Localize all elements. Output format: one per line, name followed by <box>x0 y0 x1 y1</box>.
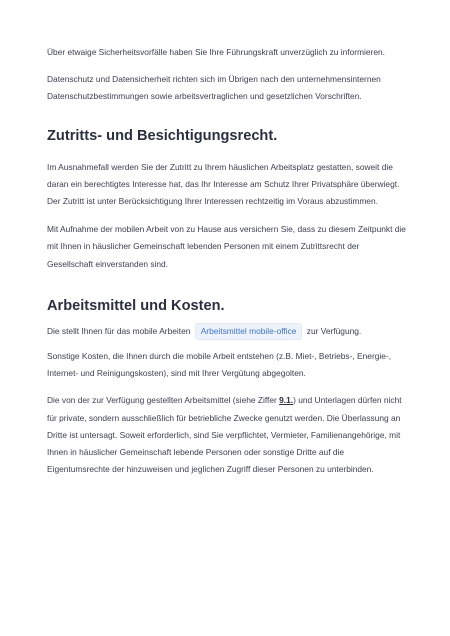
other-costs-paragraph: Sonstige Kosten, die Ihnen durch die mobile Arbeit entstehen (z.B. Miet-, Betriebs-, Energie-, Internet- und Reinigungskosten), sind mit Ihrer Vergütung abgegolten. <box>47 351 392 379</box>
data-protection-paragraph: Datenschutz und Datensicherheit richten sich im Übrigen nach den unternehmensinternen Datenschutzbestimmungen sowie arbeitsvertraglichen und gesetzlichen Vorschriften. <box>47 74 381 102</box>
equipment-provided-paragraph <box>47 323 407 340</box>
equipment-usage-text-rest: ) und Unterlagen dürfen nicht für private, sondern ausschließlich für betriebliche Zwecke genutzt werden. Die Überlassung an Dritte ist untersagt. Soweit erforderlich, sind Sie verpflichtet, Vermieter, Familienangehörige, mit Ihnen in häuslicher Gemeinschaft lebende Personen oder sonstige Dritte auf die Eigentumsrechte der hinzuweisen und jeglichen Zugriff dieser Personen zu unterbinden. <box>47 395 402 475</box>
equipment-usage-text: Die von der zur Verfügung gestellten Arbeitsmittel (siehe Ziffer <box>47 395 277 406</box>
equipment-costs-heading: Arbeitsmittel und Kosten. <box>47 297 225 314</box>
equipment-provided-text: Die stellt Ihnen für das mobile Arbeiten <box>47 325 191 336</box>
equipment-provided-text-end: zur Verfügung. <box>306 325 362 336</box>
access-rights-heading: Zutritts- und Besichtigungsrecht. <box>47 127 278 144</box>
access-consent-paragraph: Mit Aufnahme der mobilen Arbeit von zu Hause aus versichern Sie, dass zu diesem Zeitpunkt die mit Ihnen in häuslicher Gemeinschaft lebenden Personen mit einem Zutrittsrecht der Gesellschaft einverstanden sind. <box>47 224 406 269</box>
security-incident-paragraph: Über etwaige Sicherheitsvorfälle haben Sie Ihre Führungskraft unverzüglich zu informieren. <box>47 47 385 57</box>
equipment-mobile-office-tag[interactable]: Arbeitsmittel mobile-office <box>195 323 303 340</box>
access-exception-paragraph: Im Ausnahmefall werden Sie der Zutritt zu Ihrem häuslichen Arbeitsplatz gestatten, soweit die daran ein berechtigtes Interesse hat, das Ihr Interesse am Schutz Ihrer Privatsphäre überwiegt. Der Zutritt ist unter Berücksichtigung Ihrer Interessen rechtzeitig im Voraus abzustimmen. <box>47 161 400 207</box>
equipment-usage-paragraph <box>47 392 407 478</box>
section-reference-link[interactable]: 9.1. <box>279 395 294 406</box>
document-content <box>47 44 407 478</box>
